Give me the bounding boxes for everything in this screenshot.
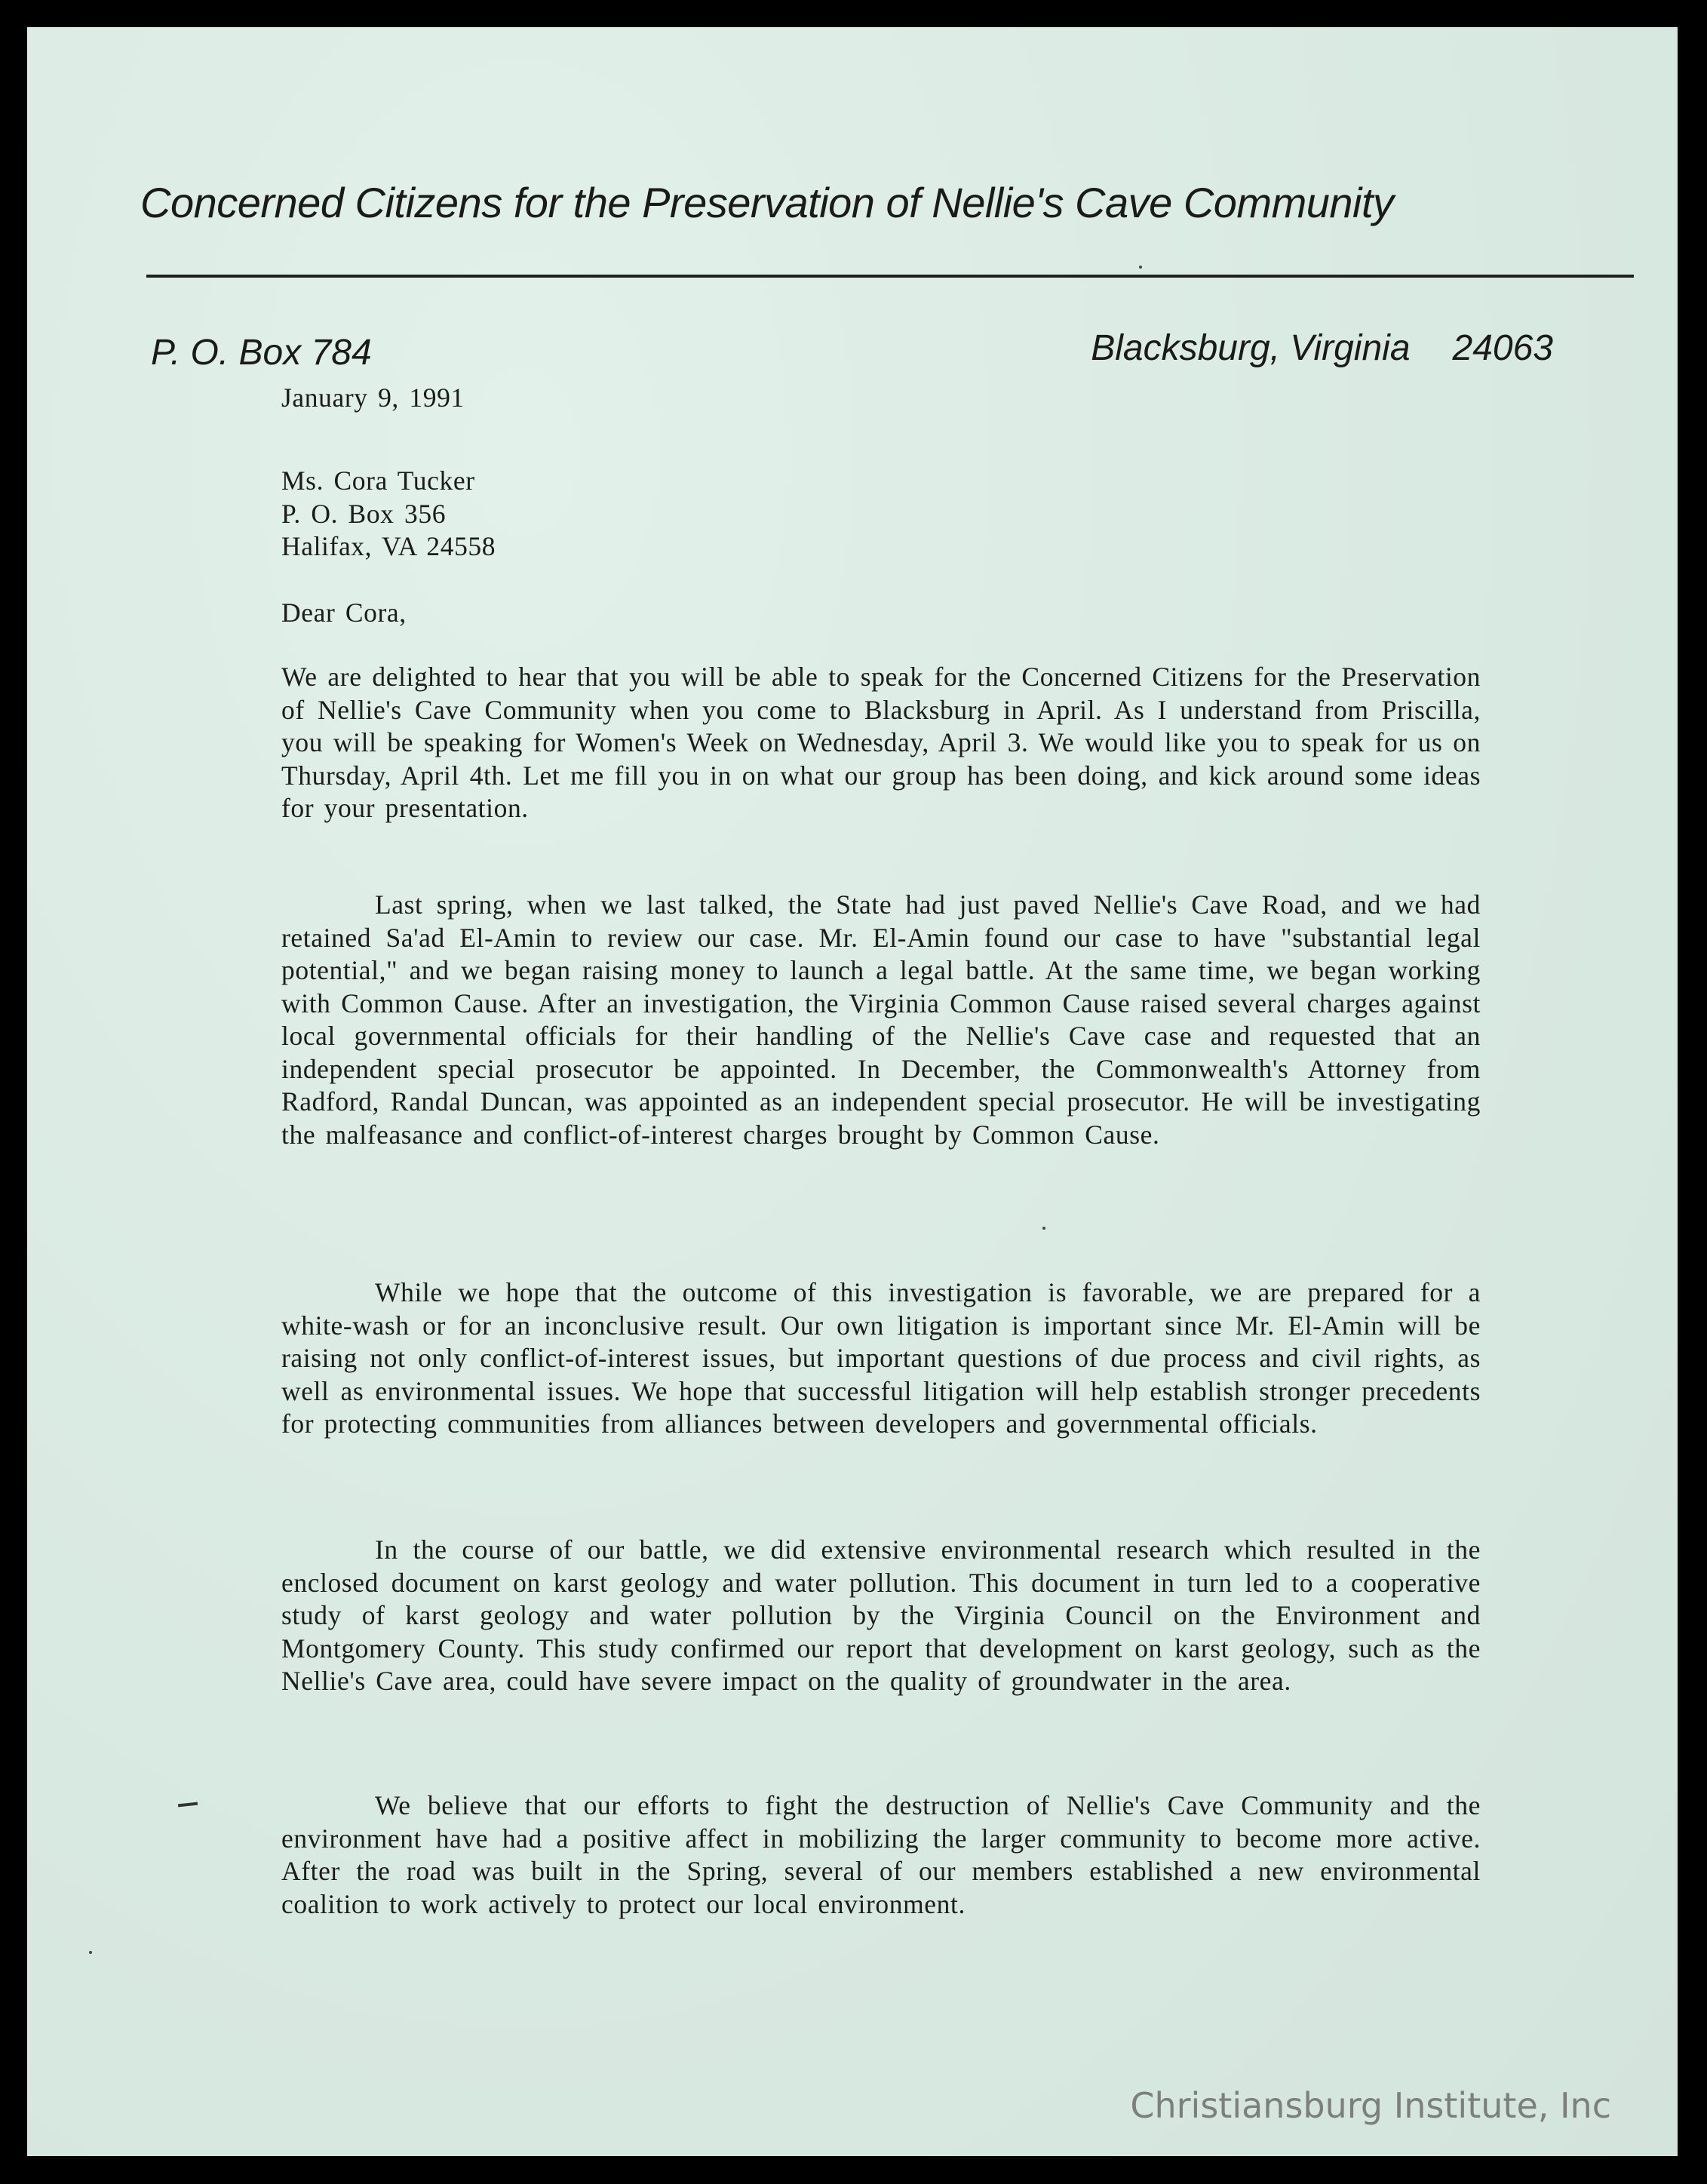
margin-pencil-mark <box>178 1802 198 1808</box>
recipient-address <box>281 465 1481 564</box>
paper-speck <box>89 1951 92 1954</box>
letter-date: January 9, 1991 <box>281 382 465 413</box>
watermark-credit: Christiansburg Institute, Inc <box>1130 2085 1611 2126</box>
paragraph-1: We are delighted to hear that you will be able to speak for the Concerned Citizens for the Preservation of Nellie's Cave Community when you come to Blacksburg in April. As I understand from Priscilla, you will be speaking for Women's Week on Wednesday, April 3. We would like you to speak for us on Thursday, April 4th. Let me fill you in on what our group has been doing, and kick around some ideas for your presentation. <box>281 662 1481 823</box>
organization-name: Concerned Citizens for the Preservation of Nellie's Cave Community <box>140 179 1394 226</box>
recipient-address-line1: P. O. Box 356 <box>281 498 447 529</box>
letterhead-city-state: Blacksburg, Virginia <box>1091 328 1411 368</box>
letterhead-divider <box>146 275 1634 278</box>
paper-speck <box>1042 1227 1045 1230</box>
letter-page <box>27 27 1678 2156</box>
recipient-name: Ms. Cora Tucker <box>281 465 475 496</box>
paragraph-5: We believe that our efforts to fight the destruction of Nellie's Cave Community and the environment have had a positive affect in mobilizing the larger community to become more active. After the road was built in the Spring, several of our members established a new environmental coalition to work actively to protect our local environment. <box>281 1790 1481 1919</box>
letterhead-zip: 24063 <box>1452 328 1553 368</box>
letterhead-po-box: P. O. Box 784 <box>151 333 372 373</box>
paragraph-3: While we hope that the outcome of this investigation is favorable, we are prepared for a white-wash or for an inconclusive result. Our own litigation is important since Mr. El-Amin will be raising not only conflict-of-interest issues, but important questions of due process and civil rights, as well as environmental issues. We hope that successful litigation will help establish stronger precedents for protecting communities from alliances between developers and governmental officials. <box>281 1277 1481 1439</box>
paper-speck <box>1139 266 1142 269</box>
paragraph-2: Last spring, when we last talked, the State had just paved Nellie's Cave Road, and we had retained Sa'ad El-Amin to review our case. Mr. El-Amin found our case to have "substantial legal potential," and we began raising money to launch a legal battle. At the same time, we began working with Common Cause. After an investigation, the Virginia Common Cause raised several charges against local governmental officials for their handling of the Nellie's Cave case and requested that an independent special prosecutor be appointed. In December, the Commonwealth's Attorney from Radford, Randal Duncan, was appointed as an independent special prosecutor. He will be investigating the malfeasance and conflict-of-interest charges brought by Common Cause. <box>281 889 1481 1150</box>
recipient-address-line2: Halifax, VA 24558 <box>281 531 496 561</box>
paragraph-4: In the course of our battle, we did extensive environmental research which resulted in the enclosed document on karst geology and water pollution. This document in turn led to a cooperative study of karst geology and water pollution by the Virginia Council on the Environment and Montgomery County. This study confirmed our report that development on karst geology, such as the Nellie's Cave area, could have severe impact on the quality of groundwater in the area. <box>281 1534 1481 1696</box>
letterhead-city-line <box>1091 327 1553 369</box>
salutation: Dear Cora, <box>281 597 407 628</box>
